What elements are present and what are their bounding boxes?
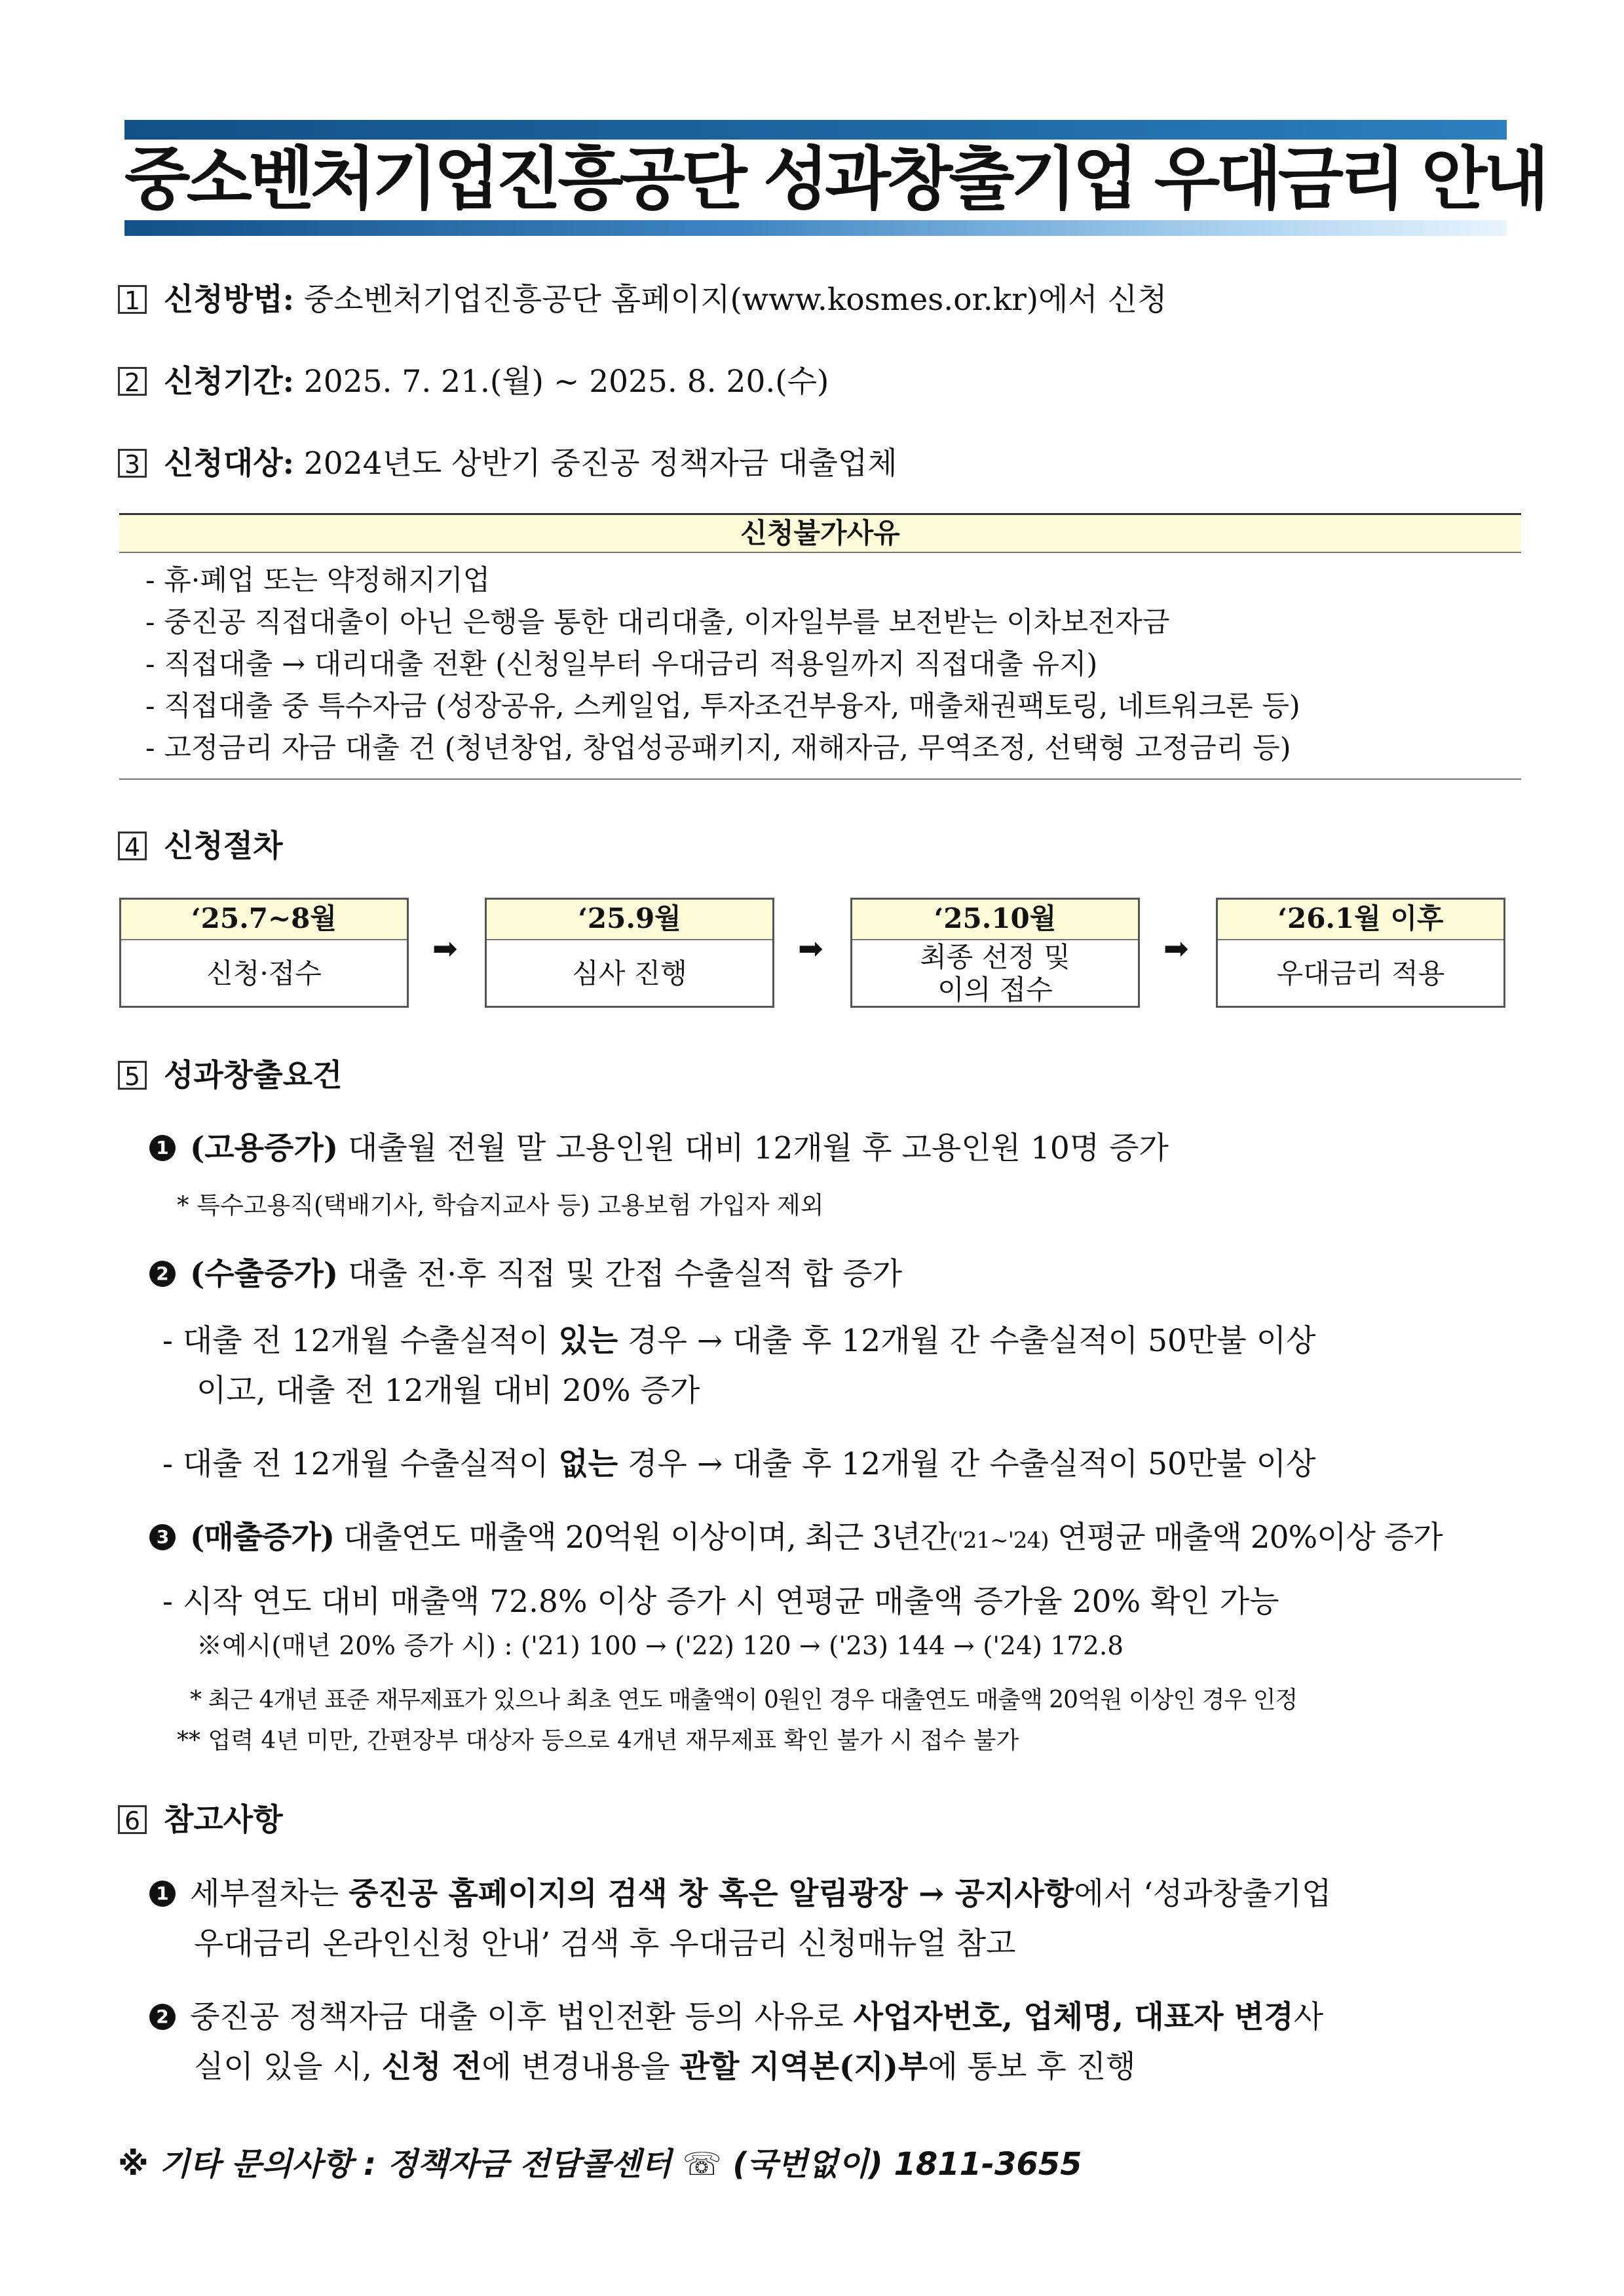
section-text: 중소벤처기업진흥공단 홈페이지(www.kosmes.or.kr)에서 신청 (293, 282, 1167, 318)
requirement-note: * 특수고용직(택배기사, 학습지교사 등) 고용보험 가입자 제외 (177, 1191, 824, 1219)
requirement-export (149, 1254, 902, 1295)
step-period: ‘25.7~8월 (121, 900, 407, 940)
number-bullet: 1 (149, 1135, 176, 1161)
section-6 (118, 1801, 283, 1840)
emphasis-text: 관할 지역본(지)부 (679, 2049, 928, 2085)
emphasis-text: 중진공 홈페이지의 검색 창 혹은 알림광장 → 공지사항 (348, 1876, 1074, 1912)
text: 에 통보 후 진행 (928, 2049, 1136, 2085)
export-condition-1-cont: 이고, 대출 전 12개월 대비 20% 증가 (197, 1373, 700, 1409)
section-3 (118, 444, 897, 484)
emphasis-text: 사업자번호, 업체명, 대표자 변경 (853, 1999, 1294, 2035)
ineligible-item: - 휴·폐업 또는 약정해지기업 (145, 564, 491, 597)
section-number-box: 6 (118, 1805, 147, 1834)
section-label: 신청대상: (164, 446, 294, 482)
arrow-right-icon: ➡ (798, 930, 823, 966)
emphasis-text: 있는 (558, 1323, 618, 1359)
step-action: 최종 선정 및 이의 접수 (920, 941, 1070, 1006)
text: 에서 ‘성과창출기업 (1074, 1876, 1332, 1912)
reference-note-2 (149, 1997, 1323, 2038)
text: 사 (1293, 1999, 1324, 2035)
section-2 (118, 362, 829, 402)
process-step-3 (850, 898, 1140, 1008)
process-step-2 (485, 898, 774, 1008)
sales-condition: - 시작 연도 대비 매출액 72.8% 이상 증가 시 연평균 매출액 증가율 20% 확인 가능 (162, 1584, 1279, 1620)
process-step-4 (1216, 898, 1505, 1008)
sales-example: ※예시(매년 20% 증가 시) : ('21) 100 → ('22) 120 → ('23) 144 → ('24) 172.8 (197, 1632, 1124, 1661)
number-bullet: 3 (149, 1524, 176, 1550)
export-condition-2 (162, 1444, 1316, 1485)
section-1 (118, 280, 1167, 320)
page-title: 중소벤처기업진흥공단 성과창출기업 우대금리 안내 (124, 139, 1545, 219)
step-period: ‘25.9월 (487, 900, 772, 940)
ineligible-box-bottom-line (119, 778, 1521, 780)
reference-note-1-cont: 우대금리 온라인신청 안내’ 검색 후 우대금리 신청매뉴얼 참고 (194, 1926, 1016, 1962)
requirement-label: (수출증가) (190, 1256, 339, 1292)
ineligible-item: - 직접대출 중 특수자금 (성장공유, 스케일업, 투자조건부융자, 매출채권팩토링, 네트워크론 등) (145, 690, 1300, 723)
ineligible-item: - 고정금리 자금 대출 건 (청년창업, 창업성공패키지, 재해자금, 무역조정, 선택형 고정금리 등) (145, 732, 1291, 765)
export-condition-1 (162, 1321, 1316, 1362)
text: - 대출 전 12개월 수출실적이 (162, 1323, 559, 1359)
reference-note-2-cont (194, 2047, 1136, 2088)
section-number-box: 4 (118, 832, 147, 860)
requirement-text: 대출 전·후 직접 및 간접 수출실적 합 증가 (338, 1256, 902, 1292)
arrow-right-icon: ➡ (432, 930, 458, 966)
title-bar-bottom (124, 220, 1507, 236)
step-action: 심사 진행 (572, 957, 687, 989)
requirement-text: 연평균 매출액 20%이상 증가 (1048, 1520, 1443, 1556)
section-label: 신청방법: (164, 282, 294, 318)
process-step-1 (119, 898, 409, 1008)
number-bullet: 2 (149, 1261, 176, 1287)
step-action: 우대금리 적용 (1276, 957, 1445, 989)
arrow-right-icon: ➡ (1163, 930, 1189, 966)
text: 중진공 정책자금 대출 이후 법인전환 등의 사유로 (190, 1999, 854, 2035)
ineligible-item: - 직접대출 → 대리대출 전환 (신청일부터 우대금리 적용일까지 직접대출 유지) (145, 648, 1098, 681)
sales-note-1: * 최근 4개년 표준 재무제표가 있으나 최초 연도 매출액이 0원인 경우 대출연도 매출액 20억원 이상인 경우 인정 (190, 1687, 1298, 1713)
section-number-box: 2 (118, 367, 147, 396)
number-bullet: 1 (149, 1881, 176, 1907)
emphasis-text: 없는 (558, 1446, 618, 1482)
title-bar-top (124, 120, 1507, 140)
section-text: 2024년도 상반기 중진공 정책자금 대출업체 (293, 446, 897, 482)
text: 세부절차는 (190, 1876, 349, 1912)
contact-footer: ※ 기타 문의사항 : 정책자금 전담콜센터 ☏ (국번없이) 1811-3655 (118, 2146, 1082, 2183)
section-label: 참고사항 (164, 1802, 283, 1838)
requirement-label: (고용증가) (190, 1130, 339, 1166)
section-label: 성과창출요건 (164, 1058, 343, 1094)
text: 경우 → 대출 후 12개월 간 수출실적이 50만불 이상 (618, 1323, 1316, 1359)
text: 실이 있을 시, (194, 2049, 382, 2085)
step-action: 신청·접수 (206, 957, 322, 989)
requirement-sales (149, 1518, 1443, 1561)
section-label: 신청절차 (164, 828, 283, 864)
text: - 대출 전 12개월 수출실적이 (162, 1446, 559, 1482)
ineligible-header: 신청불가사유 (119, 513, 1521, 553)
section-4 (118, 827, 283, 866)
section-number-box: 3 (118, 449, 147, 478)
reference-note-1 (149, 1874, 1331, 1915)
number-bullet: 2 (149, 2004, 176, 2030)
requirement-label: (매출증가) (190, 1520, 335, 1556)
emphasis-text: 신청 전 (381, 2049, 482, 2085)
text: 에 변경내용을 (482, 2049, 680, 2085)
text: 경우 → 대출 후 12개월 간 수출실적이 50만불 이상 (618, 1446, 1316, 1482)
step-period: ‘25.10월 (852, 900, 1138, 940)
section-5 (118, 1056, 342, 1096)
section-text: 2025. 7. 21.(월) ~ 2025. 8. 20.(수) (293, 364, 829, 400)
section-number-box: 1 (118, 285, 147, 314)
section-label: 신청기간: (164, 364, 294, 400)
ineligible-item: - 중진공 직접대출이 아닌 은행을 통한 대리대출, 이자일부를 보전받는 이차보전자금 (145, 606, 1170, 639)
section-number-box: 5 (118, 1061, 147, 1090)
requirement-text: 대출연도 매출액 20억원 이상이며, 최근 3년간 (334, 1520, 950, 1556)
step-period: ‘26.1월 이후 (1218, 900, 1503, 940)
requirement-period: ('21~'24) (949, 1527, 1049, 1554)
sales-note-2: ** 업력 4년 미만, 간편장부 대상자 등으로 4개년 재무제표 확인 불가 시 접수 불가 (177, 1727, 1019, 1754)
requirement-employment (149, 1128, 1169, 1169)
requirement-text: 대출월 전월 말 고용인원 대비 12개월 후 고용인원 10명 증가 (338, 1130, 1169, 1166)
